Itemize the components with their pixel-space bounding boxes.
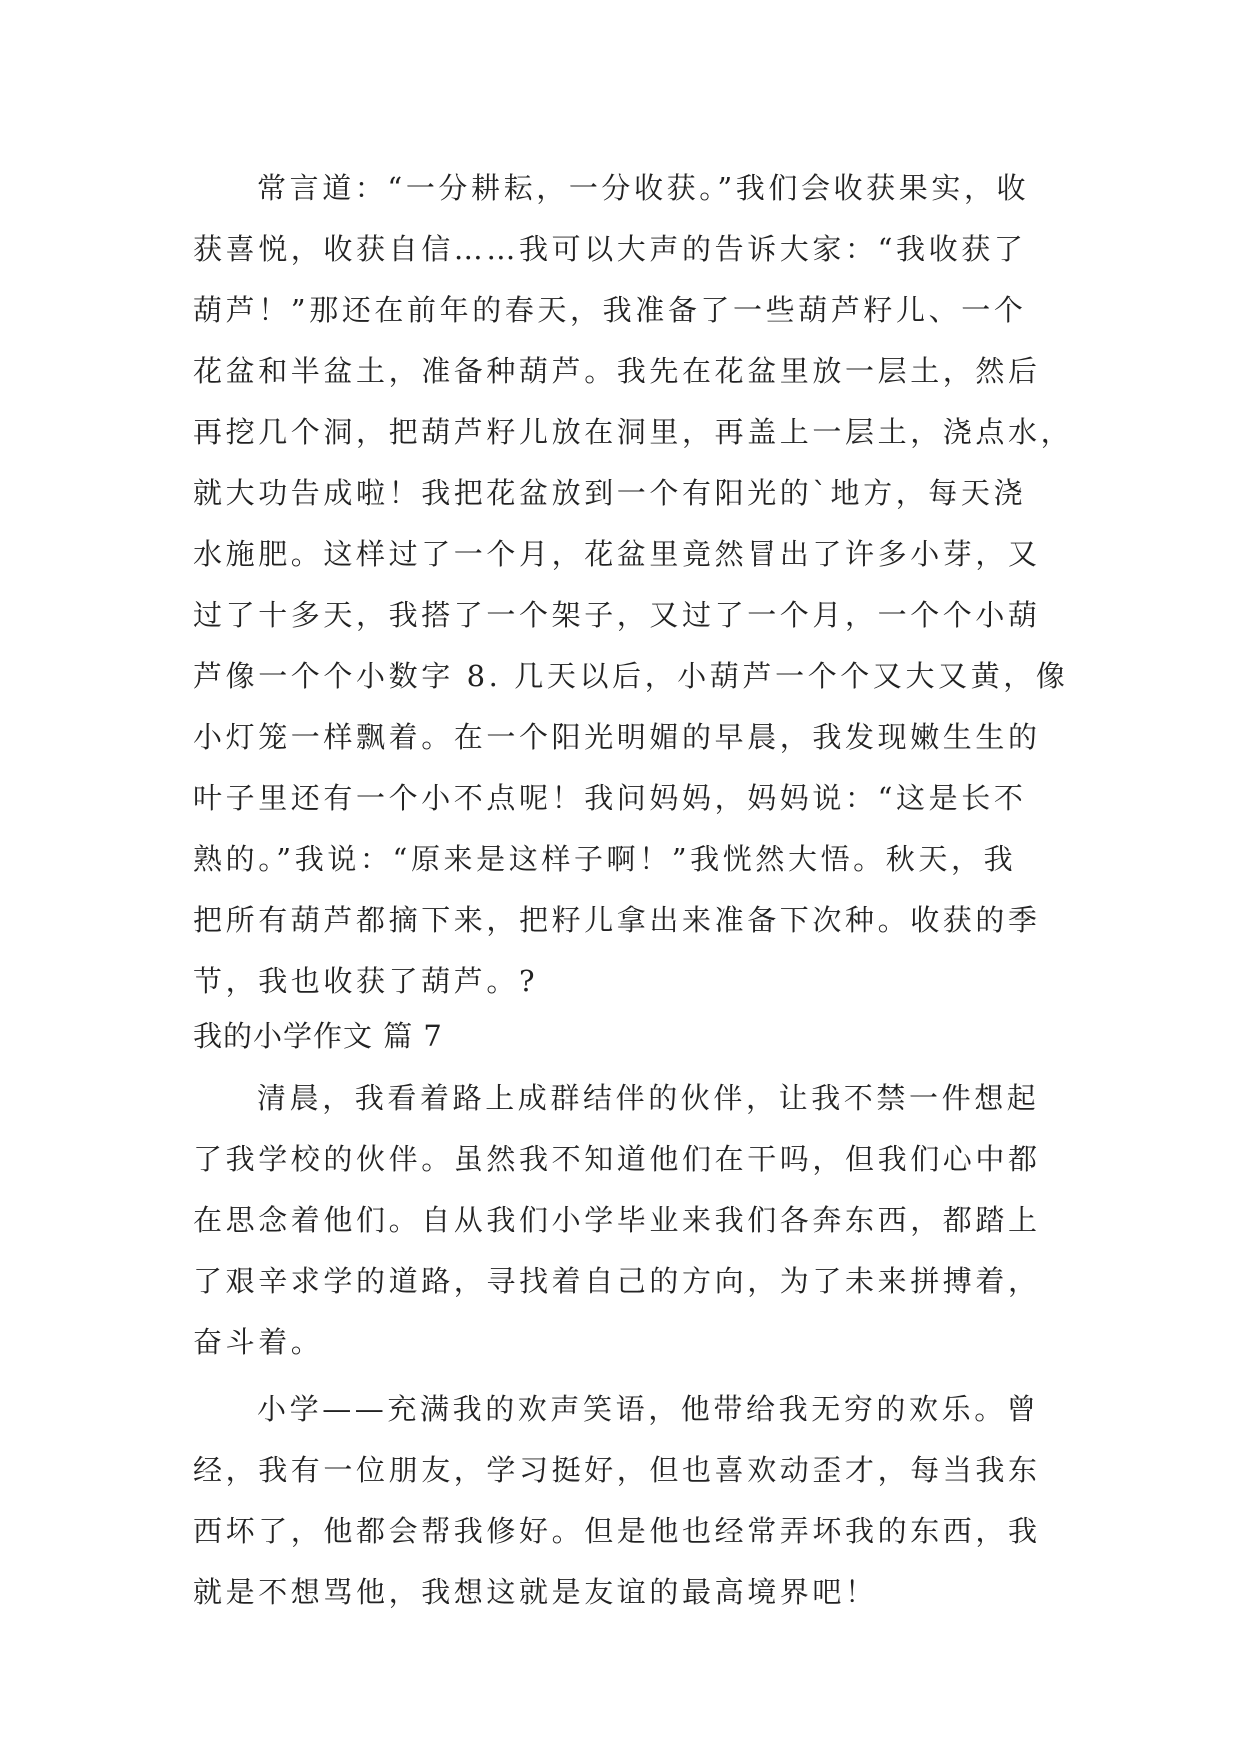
text-line: 芦像一个个小数字 8. 几天以后，小葫芦一个个又大又黄，像 <box>193 659 1069 693</box>
text-line: 清晨，我看着路上成群结伴的伙伴，让我不禁一件想起 <box>257 1081 1040 1115</box>
text-line: 获喜悦，收获自信……我可以大声的告诉大家：“我收获了 <box>193 232 1027 266</box>
text-line: 了我学校的伙伴。虽然我不知道他们在干吗，但我们心中都 <box>193 1142 1041 1176</box>
text-line: 在思念着他们。自从我们小学毕业来我们各奔东西，都踏上 <box>193 1203 1041 1237</box>
text-line: 常言道：“一分耕耘，一分收获。”我们会收获果实，收 <box>257 171 1030 205</box>
text-line: 过了十多天，我搭了一个架子，又过了一个月，一个个小葫 <box>193 598 1041 632</box>
text-line: 奋斗着。 <box>193 1325 324 1359</box>
paragraph-friendship <box>193 1379 1053 1623</box>
text-line: 葫芦！”那还在前年的春天，我准备了一些葫芦籽儿、一个 <box>193 293 1027 327</box>
text-line: 了艰辛求学的道路，寻找着自己的方向，为了未来拼搏着， <box>193 1264 1041 1298</box>
text-line: 小学——充满我的欢声笑语，他带给我无穷的欢乐。曾 <box>257 1392 1040 1426</box>
text-line: 西坏了，他都会帮我修好。但是他也经常弄坏我的东西，我 <box>193 1514 1041 1548</box>
text-line: 就是不想骂他，我想这就是友谊的最高境界吧！ <box>193 1575 878 1609</box>
text-line: 就大功告成啦！我把花盆放到一个有阳光的`地方，每天浇 <box>193 476 1027 510</box>
text-line: 小灯笼一样飘着。在一个阳光明媚的早晨，我发现嫩生生的 <box>193 720 1041 754</box>
document-body <box>193 158 1074 1623</box>
text-line: 把所有葫芦都摘下来，把籽儿拿出来准备下次种。收获的季 <box>193 903 1041 937</box>
section-heading: 我的小学作文 篇 7 <box>193 1019 443 1053</box>
text-line: 再挖几个洞，把葫芦籽儿放在洞里，再盖上一层土，浇点水， <box>193 415 1074 449</box>
text-line: 节，我也收获了葫芦。? <box>193 964 539 998</box>
text-line: 花盆和半盆土，准备种葫芦。我先在花盆里放一层土，然后 <box>193 354 1041 388</box>
text-line: 经，我有一位朋友，学习挺好，但也喜欢动歪才，每当我东 <box>193 1453 1041 1487</box>
paragraph-school-friends <box>193 1068 1053 1373</box>
text-line: 水施肥。这样过了一个月，花盆里竟然冒出了许多小芽，又 <box>193 537 1041 571</box>
paragraph-harvest-gourds <box>193 158 1074 1012</box>
text-line: 叶子里还有一个小不点呢！我问妈妈，妈妈说：“这是长不 <box>193 781 1027 815</box>
text-line: 熟的。”我说：“原来是这样子啊！”我恍然大悟。秋天，我 <box>193 842 1017 876</box>
